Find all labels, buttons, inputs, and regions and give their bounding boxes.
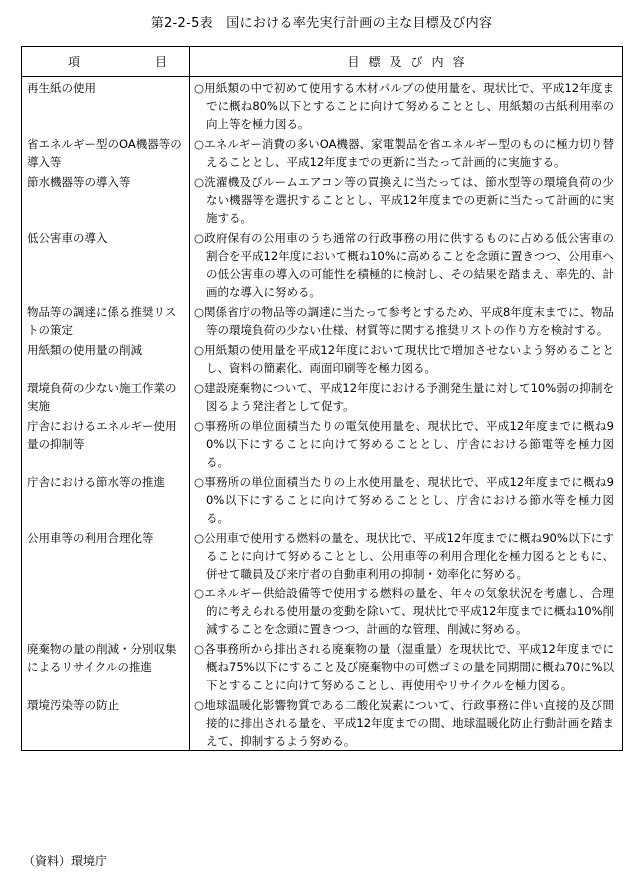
- source-note: （資料）環境庁: [23, 854, 108, 868]
- table-row: [22, 471, 623, 527]
- header-content: [190, 47, 623, 77]
- content-paragraph: ○洗濯機及びルームエアコン等の買換えに当たっては、節水型等の環境負荷の少ない機器等を選択することとし、平成12年度までの更新に当たって計画的に実施する。: [194, 175, 614, 225]
- table-row: [22, 694, 623, 751]
- header-item: [22, 47, 190, 77]
- table-row: [22, 377, 623, 415]
- item-cell: [22, 377, 190, 415]
- content-paragraph: ○エネルギー消費の多いOA機器、家電製品を省エネルギー型のものに極力切り替えることとし、平成12年度までの更新に当たって計画的に実施する。: [194, 137, 614, 169]
- item-cell: [22, 171, 190, 227]
- header-item-char1: 項: [68, 55, 81, 69]
- header-content-label: 目標及び内容: [347, 55, 474, 69]
- item-label: 環境汚染等の防止: [27, 698, 119, 712]
- item-label: 庁舎におけるエネルギー使用量の抑制等: [27, 419, 177, 451]
- item-cell: [22, 227, 190, 301]
- item-cell: [22, 471, 190, 527]
- table-header-row: [22, 47, 623, 77]
- content-cell: [190, 377, 623, 415]
- item-label: 環境負荷の少ない施工作業の実施: [27, 381, 177, 413]
- item-label: 公用車等の利用合理化等: [27, 531, 154, 545]
- table-row: [22, 339, 623, 377]
- content-paragraph: ○政府保有の公用車のうち通常の行政事務の用に供するものに占める低公害車の割合を平成12年度において概ね10%に高めることを念頭に置きつつ、公用車への低公害車の導入の可能性を積極的に検討し、その結果を踏まえ、率先的、計画的な導入に努める。: [194, 231, 614, 299]
- content-paragraph: ○公用車で使用する燃料の量を、現状比で、平成12年度までに概ね90%以下にすることに向けて努めることとし、公用車等の利用合理化を極力図るとともに、併せて職員及び来庁者の自動車利用の抑制・効率化に努める。: [194, 531, 614, 581]
- item-cell: [22, 301, 190, 339]
- content-cell: [190, 227, 623, 301]
- content-cell: [190, 77, 623, 134]
- targets-table: [21, 46, 623, 751]
- item-cell: [22, 638, 190, 694]
- content-cell: [190, 694, 623, 751]
- item-label: 廃棄物の量の削減・分別収集によるリサイクルの推進: [27, 642, 177, 674]
- content-paragraph: ○建設廃棄物について、平成12年度における予測発生量に対して10%弱の抑制を図るよう発注者として促す。: [194, 381, 614, 413]
- item-label: 省エネルギー型のOA機器等の導入等: [27, 137, 182, 169]
- table-row: [22, 77, 623, 134]
- table-body: [22, 77, 623, 751]
- content-cell: [190, 638, 623, 694]
- item-label: 節水機器等の導入等: [27, 175, 131, 189]
- item-label: 再生紙の使用: [27, 81, 96, 95]
- item-cell: [22, 77, 190, 134]
- content-paragraph: ○事務所の単位面積当たりの上水使用量を、現状比で、平成12年度までに概ね90%以下にすることに向けて努めることとし、庁舎における節水等を極力図る。: [194, 475, 614, 525]
- table-row: [22, 415, 623, 471]
- item-cell: [22, 527, 190, 638]
- content-paragraph: ○各事務所から排出される廃棄物の量（湿重量）を現状比で、平成12年度までに概ね75%以下にすること及び廃棄物中の可燃ゴミの量を同期間に概ね70に%以下とすることに向けて努めることし、再使用やリサイクルを極力図る。: [194, 642, 614, 692]
- content-cell: [190, 471, 623, 527]
- table-row: [22, 638, 623, 694]
- table-row: [22, 133, 623, 171]
- item-label: 庁舎における節水等の推進: [27, 475, 165, 489]
- item-label: 用紙類の使用量の削減: [27, 343, 142, 357]
- table-row: [22, 227, 623, 301]
- content-paragraph: ○用紙類の使用量を平成12年度において現状比で増加させないよう努めることとし、資料の簡素化、両面印刷等を極力図る。: [194, 343, 614, 375]
- content-cell: [190, 527, 623, 638]
- content-cell: [190, 171, 623, 227]
- item-label: 低公害車の導入: [27, 231, 108, 245]
- item-cell: [22, 133, 190, 171]
- item-label: 物品等の調達に係る推奨リストの策定: [27, 305, 177, 337]
- content-paragraph: ○事務所の単位面積当たりの電気使用量を、現状比で、平成12年度までに概ね90%以下にすることに向けて努めることとし、庁舎における節電等を極力図る。: [194, 419, 614, 469]
- content-paragraph: ○地球温暖化影響物質である二酸化炭素について、行政事務に伴い直接的及び間接的に排出される量を、平成12年度までの間、地球温暖化防止行動計画を踏まえて、抑制するよう努める。: [194, 698, 614, 748]
- item-cell: [22, 415, 190, 471]
- content-paragraph: ○用紙類の中で初めて使用する木材パルプの使用量を、現状比で、平成12年度までに概ね80%以下とすることに向けて努めることとし、用紙類の古紙利用率の向上等を極力図る。: [194, 81, 614, 131]
- content-cell: [190, 339, 623, 377]
- header-item-char2: 目: [154, 55, 167, 69]
- table-row: [22, 171, 623, 227]
- content-paragraph: ○エネルギー供給設備等で使用する燃料の量を、年々の気象状況を考慮し、合理的に考えられる使用量の変動を除いて、現状比で平成12年度までに概ね10%削減することを念頭に置きつつ、計画的な管理、削減に努める。: [194, 586, 614, 636]
- table-caption: 第2-2-5表 国における率先実行計画の主な目標及び内容: [150, 16, 493, 31]
- content-paragraph: ○関係省庁の物品等の調達に当たって参考とするため、平成8年度末までに、物品等の環境負荷の少ない仕様、材質等に関する推奨リストの作り方を検討する。: [194, 305, 614, 337]
- table-row: [22, 301, 623, 339]
- item-cell: [22, 339, 190, 377]
- content-cell: [190, 415, 623, 471]
- item-cell: [22, 694, 190, 751]
- content-cell: [190, 301, 623, 339]
- content-cell: [190, 133, 623, 171]
- table-row: [22, 527, 623, 638]
